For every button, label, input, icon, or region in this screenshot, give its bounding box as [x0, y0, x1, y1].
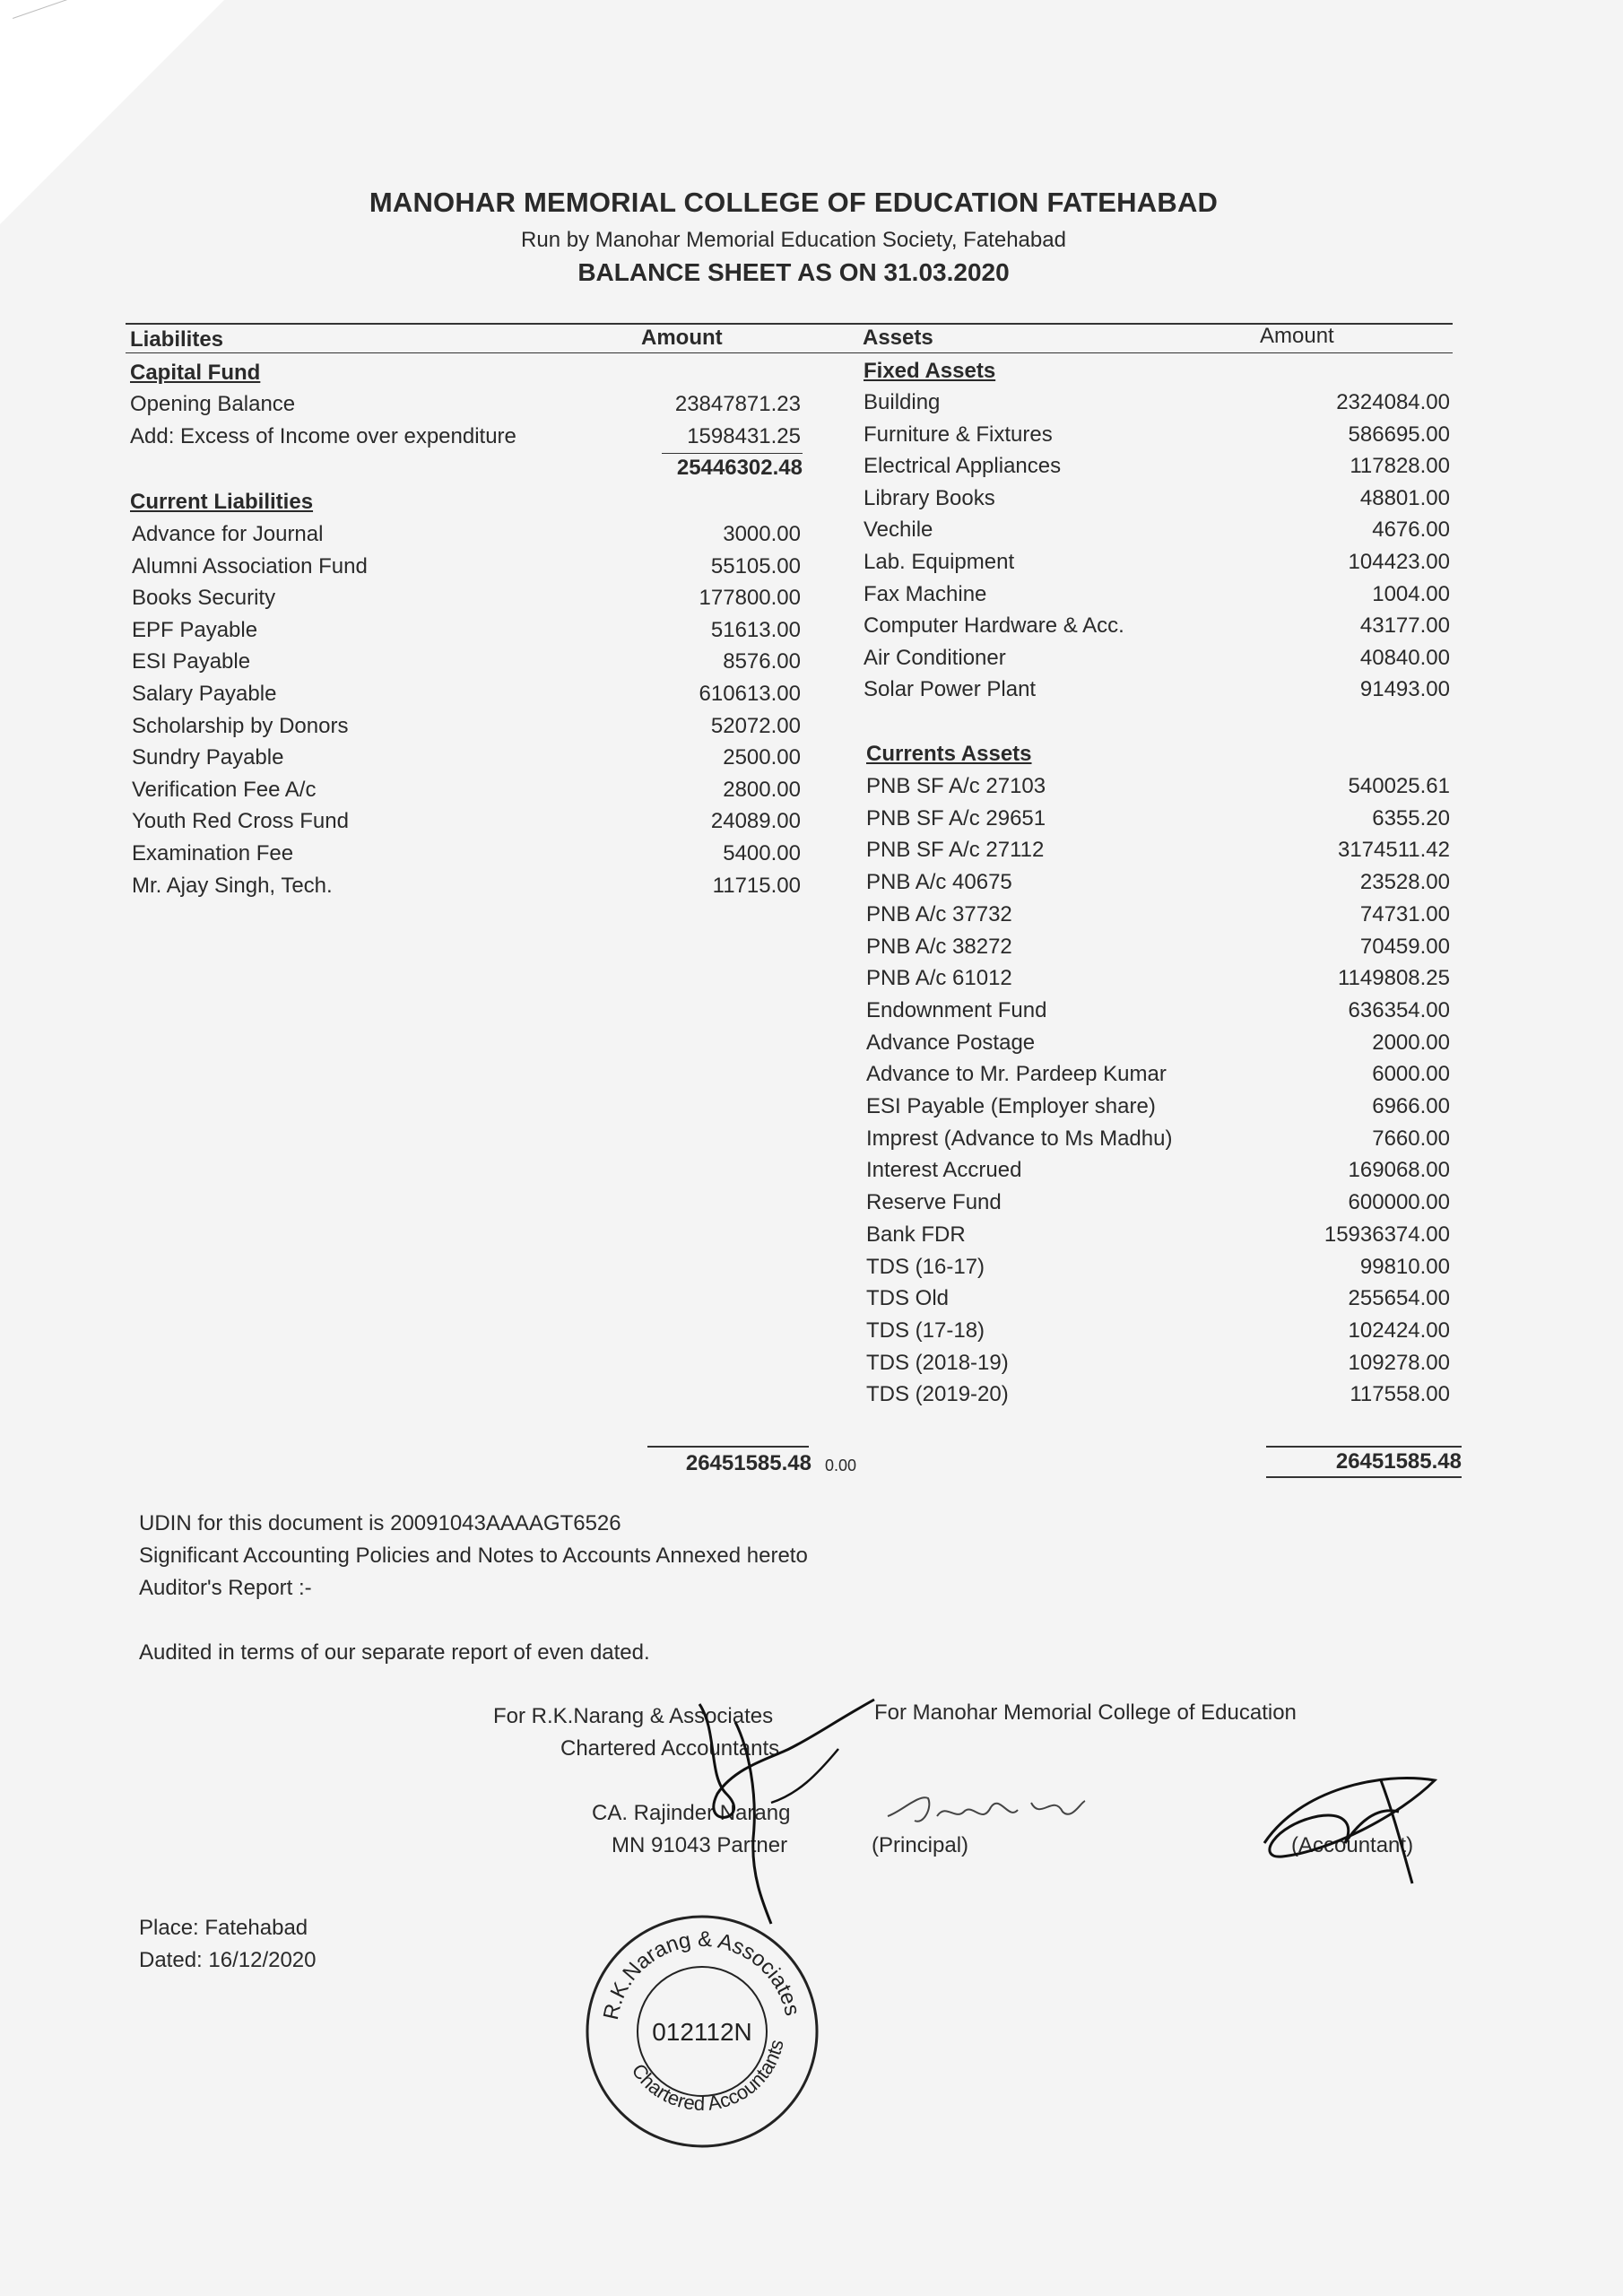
row-amount: 610613.00	[699, 682, 801, 706]
row-amount: 70459.00	[1359, 934, 1450, 959]
principal-label: (Principal)	[872, 1833, 969, 1857]
row-label: Solar Power Plant	[864, 677, 1037, 702]
current-assets-heading: Currents Assets	[866, 742, 1032, 766]
row-amount: 8576.00	[723, 649, 801, 674]
row-label: PNB SF A/c 27103	[866, 774, 1046, 798]
row-amount: 11715.00	[712, 873, 801, 898]
row-label: Salary Payable	[132, 682, 277, 706]
auditor-report-label: Auditor's Report :-	[139, 1576, 312, 1600]
row-amount: 117828.00	[1350, 454, 1450, 479]
row-label: Endownment Fund	[866, 997, 1047, 1022]
assets-column-header: Assets	[863, 326, 933, 350]
row-amount: 636354.00	[1348, 997, 1450, 1022]
left-total-rule	[647, 1446, 809, 1448]
row-label: Building	[864, 390, 941, 414]
row-label: Reserve Fund	[866, 1190, 1002, 1215]
auditor-stamp	[581, 1910, 823, 2152]
row-label: Add: Excess of Income over expenditure	[130, 424, 516, 448]
row-label: Electrical Appliances	[864, 454, 1062, 479]
row-label: Advance to Mr. Pardeep Kumar	[866, 1062, 1167, 1087]
row-amount: 2324084.00	[1336, 390, 1450, 414]
row-label: Interest Accrued	[866, 1158, 1022, 1183]
row-label: Vechile	[864, 517, 933, 543]
row-amount: 4676.00	[1372, 517, 1450, 543]
row-amount: 40840.00	[1359, 645, 1450, 670]
auditor-signature	[681, 1695, 915, 1928]
liabilities-total: 26451585.48	[685, 1451, 812, 1475]
balance-sheet-title: BALANCE SHEET AS ON 31.03.2020	[577, 258, 1010, 286]
right-total-rule	[1266, 1446, 1462, 1448]
row-amount: 2000.00	[1372, 1030, 1450, 1055]
row-amount: 104423.00	[1348, 550, 1450, 574]
row-amount: 24089.00	[710, 809, 801, 834]
capital-subtotal-rule	[662, 453, 803, 454]
row-label: TDS (2018-19)	[866, 1350, 1009, 1375]
row-label: TDS (16-17)	[866, 1254, 985, 1279]
row-amount: 1149808.25	[1337, 966, 1450, 991]
row-amount: 102424.00	[1348, 1318, 1450, 1343]
row-amount: 52072.00	[710, 713, 801, 738]
row-label: Advance Postage	[866, 1030, 1036, 1055]
row-amount: 51613.00	[710, 617, 801, 642]
auditor-for-line: For R.K.Narang & Associates	[493, 1704, 774, 1728]
table-top-rule	[126, 323, 1453, 325]
row-amount: 48801.00	[1359, 485, 1450, 510]
row-label: Sundry Payable	[132, 745, 284, 770]
row-label: EPF Payable	[132, 617, 258, 642]
row-amount: 6000.00	[1372, 1062, 1450, 1087]
place-line: Place: Fatehabad	[139, 1916, 308, 1940]
row-label: PNB A/c 38272	[866, 934, 1012, 959]
row-label: Alumni Association Fund	[132, 553, 368, 578]
liabilities-column-header: Liabilites	[130, 327, 224, 352]
society-subtitle: Run by Manohar Memorial Education Society, Fatehabad	[521, 228, 1066, 252]
row-amount: 23528.00	[1359, 870, 1450, 895]
row-label: Imprest (Advance to Ms Madhu)	[866, 1126, 1173, 1151]
assets-total: 26451585.48	[1335, 1449, 1462, 1474]
row-label: PNB A/c 37732	[866, 901, 1012, 926]
dated-line: Dated: 16/12/2020	[139, 1948, 317, 1972]
college-title: MANOHAR MEMORIAL COLLEGE OF EDUCATION FATEHABAD	[369, 187, 1219, 218]
auditor-membership: MN 91043 Partner	[612, 1833, 788, 1857]
row-label: Opening Balance	[130, 392, 296, 416]
row-amount: 3174511.42	[1337, 838, 1450, 863]
row-amount: 2800.00	[723, 777, 801, 802]
row-label: TDS Old	[866, 1286, 950, 1311]
row-label: Fax Machine	[864, 581, 987, 606]
row-amount: 5400.00	[723, 841, 801, 865]
row-label: Air Conditioner	[864, 645, 1006, 670]
accounting-policies-note: Significant Accounting Policies and Notes to Accounts Annexed hereto	[139, 1544, 808, 1568]
row-label: PNB A/c 61012	[866, 966, 1012, 991]
row-label: PNB SF A/c 29651	[866, 805, 1046, 831]
row-label: Lab. Equipment	[864, 550, 1015, 574]
row-amount: 91493.00	[1359, 677, 1450, 702]
row-label: PNB SF A/c 27112	[866, 838, 1045, 863]
row-label: Computer Hardware & Acc.	[864, 613, 1124, 639]
row-label: Advance for Journal	[132, 522, 324, 546]
accountant-label: (Accountant)	[1291, 1833, 1414, 1857]
row-amount: 6966.00	[1372, 1094, 1450, 1118]
row-label: Youth Red Cross Fund	[132, 809, 349, 834]
row-amount: 23847871.23	[674, 392, 801, 416]
college-for-line: For Manohar Memorial College of Education	[874, 1700, 1297, 1725]
row-amount: 117558.00	[1350, 1382, 1450, 1407]
udin-note: UDIN for this document is 20091043AAAAGT6526	[139, 1511, 621, 1535]
row-amount: 109278.00	[1348, 1350, 1450, 1375]
capital-fund-subtotal: 25446302.48	[676, 456, 803, 480]
row-amount: 540025.61	[1348, 774, 1450, 798]
row-amount: 15936374.00	[1324, 1222, 1450, 1247]
row-amount: 1598431.25	[687, 424, 801, 448]
difference-value: 0.00	[825, 1457, 857, 1474]
row-amount: 600000.00	[1348, 1190, 1450, 1215]
row-label: Scholarship by Donors	[132, 713, 349, 738]
row-amount: 99810.00	[1359, 1254, 1450, 1279]
row-amount: 586695.00	[1348, 422, 1450, 447]
row-label: Verification Fee A/c	[132, 777, 317, 802]
row-label: Mr. Ajay Singh, Tech.	[132, 873, 333, 898]
current-liabilities-heading: Current Liabilities	[130, 490, 314, 514]
row-label: Examination Fee	[132, 841, 294, 865]
row-amount: 169068.00	[1348, 1158, 1450, 1183]
row-amount: 177800.00	[699, 586, 801, 611]
stamp-top-text: R.K.Narang & Associates	[598, 1926, 805, 2022]
row-amount: 2500.00	[723, 745, 801, 770]
row-label: ESI Payable	[132, 649, 251, 674]
row-label: Furniture & Fixtures	[864, 422, 1053, 447]
row-amount: 7660.00	[1372, 1126, 1450, 1151]
auditor-name: CA. Rajinder Narang	[592, 1801, 791, 1825]
row-label: Books Security	[132, 586, 276, 611]
row-amount: 43177.00	[1359, 613, 1450, 639]
row-amount: 74731.00	[1359, 901, 1450, 926]
row-label: TDS (17-18)	[866, 1318, 985, 1343]
accountant-signature	[1246, 1762, 1462, 1888]
stamp-bottom-text: Chartered Accountants	[627, 2037, 788, 2116]
capital-fund-heading: Capital Fund	[130, 361, 261, 385]
auditor-firm: Chartered Accountants	[560, 1736, 780, 1761]
right-total-underline	[1266, 1476, 1462, 1478]
row-label: PNB A/c 40675	[866, 870, 1012, 895]
row-label: TDS (2019-20)	[866, 1382, 1009, 1407]
table-header-rule	[126, 352, 1453, 353]
stamp-reg-number: 012112N	[652, 2018, 752, 2046]
amount-left-column-header: Amount	[641, 326, 723, 350]
row-amount: 255654.00	[1348, 1286, 1450, 1311]
principal-signature	[883, 1785, 1089, 1839]
row-amount: 55105.00	[710, 553, 801, 578]
row-label: Bank FDR	[866, 1222, 966, 1247]
amount-right-column-header: Amount	[1260, 324, 1334, 348]
row-label: ESI Payable (Employer share)	[866, 1094, 1156, 1118]
row-amount: 3000.00	[723, 522, 801, 546]
row-label: Library Books	[864, 485, 995, 510]
row-amount: 6355.20	[1372, 805, 1450, 831]
fixed-assets-heading: Fixed Assets	[864, 359, 996, 383]
row-amount: 1004.00	[1372, 581, 1450, 606]
audited-statement: Audited in terms of our separate report of even dated.	[139, 1640, 650, 1665]
